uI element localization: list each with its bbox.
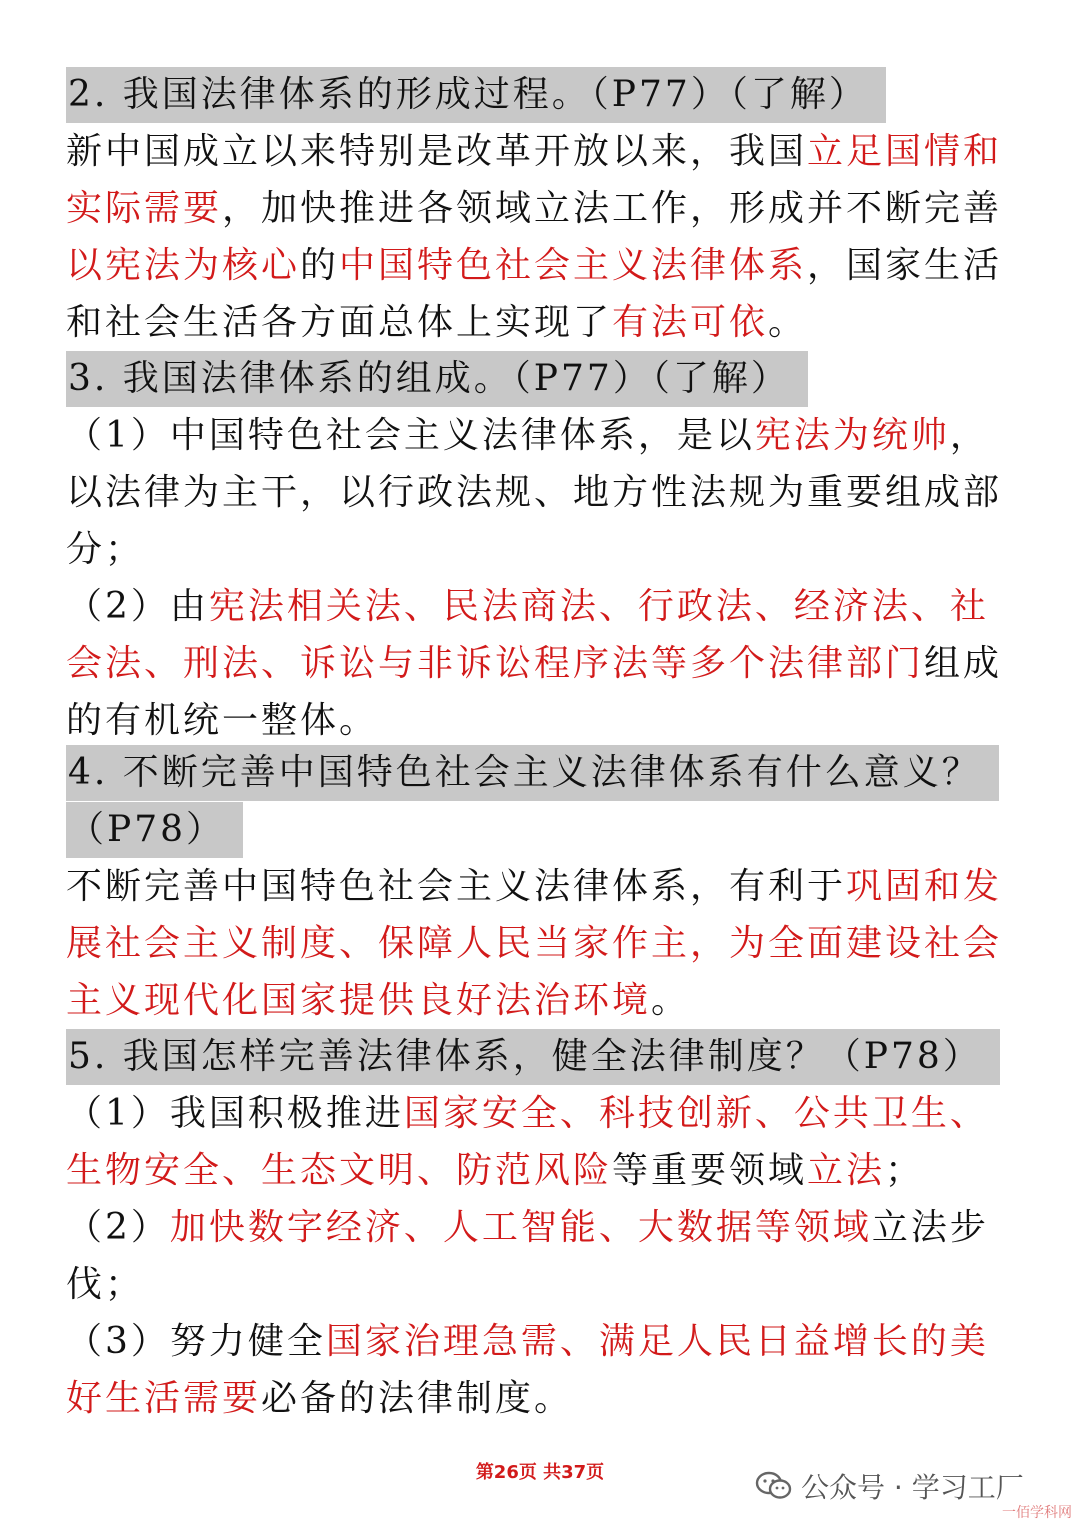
body-text: 等重要领域: [612, 1150, 808, 1191]
body-line: [66, 858, 1016, 915]
emphasis-text: 宪法为统帅: [754, 415, 950, 456]
emphasis-text: 实际需要: [66, 188, 223, 229]
body-text: 必备的法律制度。: [261, 1378, 574, 1419]
emphasis-text: 主义现代化国家提供良好法治环境: [66, 980, 652, 1021]
emphasis-text: 有法可依: [612, 302, 769, 343]
body-line: [66, 972, 1016, 1029]
body-text: 伐；: [66, 1264, 145, 1305]
body-line: [66, 1199, 1016, 1256]
body-line: [66, 1256, 1016, 1313]
body-line: [66, 915, 1016, 972]
section-1: [66, 66, 1016, 351]
emphasis-text: 立足国情和: [807, 131, 1003, 172]
emphasis-text: 国家治理急需、满足人民日益增长的美: [325, 1321, 989, 1362]
section-heading: 3. 我国法律体系的组成。（P77）（了解）: [66, 351, 808, 407]
emphasis-text: 展社会主义制度、保障人民当家作主，为全面建设社会: [66, 923, 1003, 964]
body-text: 和社会生活各方面总体上实现了: [66, 302, 613, 343]
watermark: [755, 1466, 1024, 1506]
emphasis-text: 巩固和发: [846, 866, 1003, 907]
section-3: [66, 744, 1016, 1029]
section-heading: 5. 我国怎样完善法律体系，健全法律制度？（P78）: [66, 1029, 1000, 1085]
emphasis-text: 加快数字经济、人工智能、大数据等领域: [169, 1207, 872, 1248]
wechat-icon: [755, 1471, 793, 1501]
body-text: （2）: [66, 1207, 170, 1248]
body-line: [66, 464, 1016, 521]
section-heading: 4. 不断完善中国特色社会主义法律体系有什么意义？: [66, 745, 999, 801]
body-text: ；: [885, 1150, 925, 1191]
section-heading-row: [66, 66, 1016, 123]
emphasis-text: 会法、刑法、诉讼与非诉讼程序法等多个法律部门: [66, 643, 925, 684]
body-text: （3）努力健全: [66, 1321, 326, 1362]
body-line: [66, 692, 1016, 749]
body-text: 新中国成立以来特别是改革开放以来，我国: [66, 131, 808, 172]
body-line: [66, 123, 1016, 180]
body-line: [66, 521, 1016, 578]
section-heading: 2. 我国法律体系的形成过程。（P77）（了解）: [66, 67, 886, 123]
body-text: 以法律为主干，以行政法规、地方性法规为重要组成部: [66, 472, 1003, 513]
body-text: ，加快推进各领域立法工作，形成并不断完善: [222, 188, 1003, 229]
body-line: [66, 1313, 1016, 1370]
body-text: （2）由: [66, 586, 209, 627]
body-text: ，: [949, 415, 989, 456]
watermark-text: 公众号 · 学习工厂: [801, 1471, 1024, 1504]
section-heading-row: [66, 744, 1016, 801]
section-4: [66, 1028, 1016, 1427]
emphasis-text: 好生活需要: [66, 1378, 262, 1419]
body-line: [66, 1370, 1016, 1427]
body-text: 的有机统一整体。: [66, 700, 379, 741]
emphasis-text: 宪法相关法、民法商法、行政法、经济法、社: [208, 586, 989, 627]
corner-mark: 一佰学科网: [1002, 1505, 1072, 1521]
emphasis-text: 以宪法为核心: [66, 245, 301, 286]
body-line: [66, 1085, 1016, 1142]
body-line: [66, 237, 1016, 294]
body-text: （1）我国积极推进: [66, 1093, 404, 1134]
section-2: [66, 350, 1016, 749]
body-line: [66, 578, 1016, 635]
body-line: [66, 1142, 1016, 1199]
body-text: 。: [651, 980, 691, 1021]
body-text: 的: [300, 245, 340, 286]
body-text: 分；: [66, 529, 145, 570]
section-heading: （P78）: [66, 802, 243, 858]
body-text: 立法步: [871, 1207, 989, 1248]
section-heading-row: [66, 801, 1016, 858]
emphasis-text: 生物安全、生态文明、防范风险: [66, 1150, 613, 1191]
body-line: [66, 635, 1016, 692]
section-heading-row: [66, 1028, 1016, 1085]
section-heading-row: [66, 350, 1016, 407]
body-line: [66, 407, 1016, 464]
body-text: 组成: [924, 643, 1003, 684]
body-line: [66, 294, 1016, 351]
body-line: [66, 180, 1016, 237]
emphasis-text: 立法: [807, 1150, 886, 1191]
emphasis-text: 国家安全、科技创新、公共卫生、: [403, 1093, 989, 1134]
emphasis-text: 中国特色社会主义法律体系: [339, 245, 808, 286]
body-text: 。: [768, 302, 808, 343]
body-text: 不断完善中国特色社会主义法律体系，有利于: [66, 866, 847, 907]
body-text: （1）中国特色社会主义法律体系，是以: [66, 415, 755, 456]
page-number: 第26页 共37页: [475, 1462, 605, 1483]
body-text: ，国家生活: [807, 245, 1003, 286]
